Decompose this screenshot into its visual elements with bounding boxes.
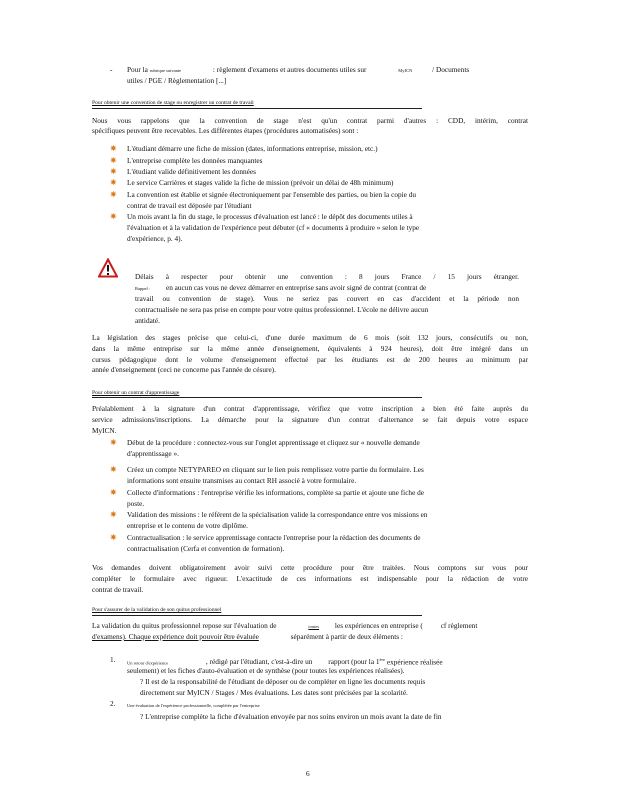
bullet-icon: ✷	[110, 465, 117, 474]
paragraph-line: dans la même entreprise sur la même année d'enseignement, équivalents à 924 heures), doit être intégré dans un	[92, 343, 528, 353]
warning-line-2: Rappel : en aucun cas vous ne devez démarrer en entreprise sans avoir signé de contrat (contrat de	[135, 283, 427, 292]
bullet-icon: ✷	[110, 212, 117, 221]
list-item: Le service Carrières et stages valide la fiche de mission (prévoir un délai de 48h minimum)	[127, 178, 394, 187]
dash-marker: -	[110, 65, 113, 74]
item-1-line-3: ? Il est de la responsabilité de l'étudiant de déposer ou de compléter en ligne les documents requis	[140, 677, 426, 686]
bullet-icon: ✷	[110, 533, 117, 542]
list-item: informations sont ensuite transmises au contact RH associé à votre formulaire.	[127, 475, 357, 485]
item-1-line-2: seulement) et les fiches d'auto-évaluation et de synthèse (pour toutes les expériences réalisées).	[127, 666, 405, 675]
quitus-line-2: d'examens). Chaque expérience doit pouvoir être évaluée séparément à partir de deux éléments :	[92, 632, 403, 641]
paragraph-line: La législation des stages précise que celui-ci, d'une durée maximum de 6 mois (soit 132 jours, consécutifs ou non,	[92, 333, 528, 342]
paragraph-line: compléter le formulaire avec rigueur. L'exactitude de ces informations est indispensable pour la rédaction de votre	[92, 573, 528, 583]
list-item: L'entreprise complète les données manquantes	[127, 156, 263, 165]
list-item: contrat de travail est déposée par l'étudiant	[127, 200, 252, 210]
list-item: Collecte d'informations : l'entreprise vérifie les informations, complète sa partie et ajoute une fiche de	[127, 488, 425, 497]
warning-line-1: Délais à respecter pour obtenir une convention : 8 jours France / 15 jours étranger.	[135, 272, 519, 281]
list-number-2: 2.	[110, 699, 116, 708]
list-item: contractualisation (Cerfa et convention de formation).	[127, 543, 285, 553]
list-item: La convention est établie et signée électroniquement par l'ensemble des parties, ou bien la copie du	[127, 190, 417, 199]
list-item: Validation des missions : le référent de la spécialisation valide la correspondance entre vos missions en	[127, 510, 428, 519]
item-1-line-1: Un retour d'expérience , rédigé par l'étudiant, c'est-à-dire un rapport (pour la 1ère expérience réalisée	[127, 657, 443, 667]
top-line-2: utiles / PGE / Règlementation [...]	[127, 76, 227, 85]
section-heading-apprentissage: Pour obtenir un contrat d'apprentissage	[92, 390, 180, 396]
warning-line-5: antidaté.	[135, 316, 160, 325]
section-heading-convention: Pour obtenir une convention de stage ou enregistrer un contrat de travail	[92, 100, 254, 106]
page-number: 6	[306, 769, 310, 778]
item-2-line-1: Une évaluation de l'expérience professionnelle, complétée par l'entreprise	[127, 703, 260, 708]
warning-icon	[98, 258, 118, 278]
list-item: entreprise et le contenu de votre diplôme.	[127, 520, 248, 530]
quitus-line-1: La validation du quitus professionnel repose sur l'évaluation de toutes les expériences en entreprise ( cf règlement	[92, 621, 478, 630]
list-item: d'expérience, p. 4).	[127, 233, 183, 243]
intro-line-1: Nous vous rappelons que la convention de stage n'est qu'un contrat parmi d'autres : CDD, intérim, contrat	[92, 116, 528, 125]
bullet-icon: ✷	[110, 510, 117, 519]
paragraph-line: Vos demandes doivent obligatoirement avoir suivi cette procédure pour être traitées. Nous comptons sur vous pour	[92, 563, 528, 572]
bullet-icon: ✷	[110, 488, 117, 497]
paragraph-line: cursus pédagogique dont le volume d'enseignement effectué par les étudiants est de 200 heures au minimum par	[92, 354, 528, 364]
paragraph-line: année d'enseignement (ceci ne concerne pas l'année de césure).	[92, 365, 276, 375]
paragraph-line: contrat de travail.	[92, 584, 144, 594]
bullet-icon: ✷	[110, 144, 117, 153]
intro-line-2: spécifiques peuvent être recevables. Les différentes étapes (procédures automatisées) sont :	[92, 126, 359, 135]
list-item: L'étudiant valide définitivement les données	[127, 167, 256, 176]
paragraph-line: service admissions/inscriptions. La démarche pour la signature d'un contrat d'alternance se fait depuis votre espace	[92, 414, 528, 424]
heading-rule	[92, 108, 422, 109]
warning-line-3: travail ou convention de stage). Vous ne seriez pas couvert en cas d'accident et la période non	[135, 294, 519, 303]
bullet-icon: ✷	[110, 438, 117, 447]
list-item: l'évaluation et à la validation de l'expérience peut débuter (cf « documents à produire » selon le type	[127, 222, 420, 232]
paragraph-line: Préalablement à la signature d'un contrat d'apprentissage, vérifiez que votre inscription a bien été faite auprès du	[92, 404, 528, 413]
list-item: Contractualisation : le service apprentissage contacte l'entreprise pour la rédaction des documents de	[127, 533, 421, 542]
paragraph-line: MyICN.	[92, 425, 117, 435]
list-item: Créez un compte NETYPAREO en cliquant sur le lien puis remplissez votre partie du formulaire. Les	[127, 465, 424, 474]
list-item: poste.	[127, 498, 145, 508]
item-2-line-2: ? L'entreprise complète la fiche d'évaluation envoyée par nos soins environ un mois avant la date de fin	[140, 712, 442, 721]
item-1-line-4: directement sur MyICN / Stages / Mes évaluations. Les dates sont précisées par la scolarité.	[140, 688, 408, 697]
bullet-icon: ✷	[110, 190, 117, 199]
heading-rule	[92, 615, 422, 616]
heading-rule	[92, 397, 422, 398]
section-heading-quitus: Pour s'assurer de la validation de son quitus professionnel	[92, 607, 222, 613]
list-number-1: 1.	[110, 655, 116, 664]
list-item: Début de la procédure : connectez-vous sur l'onglet apprentissage et cliquez sur « nouvelle demande	[127, 438, 420, 447]
list-item: L'étudiant démarre une fiche de mission (dates, informations entreprise, mission, etc.)	[127, 144, 378, 153]
bullet-icon: ✷	[110, 167, 117, 176]
warning-line-4: contractualisée ne sera pas prise en compte pour votre quitus professionnel. L'école ne délivre aucun	[135, 305, 429, 314]
list-item: Un mois avant la fin du stage, le processus d'évaluation est lancé : le dépôt des documents utiles à	[127, 212, 413, 221]
bullet-icon: ✷	[110, 178, 117, 187]
list-item: d'apprentissage ».	[127, 448, 179, 458]
top-line-1: Pour la rubrique suivante : règlement d'examens et autres documents utiles sur MyICN / Documents	[127, 65, 470, 74]
bullet-icon: ✷	[110, 156, 117, 165]
